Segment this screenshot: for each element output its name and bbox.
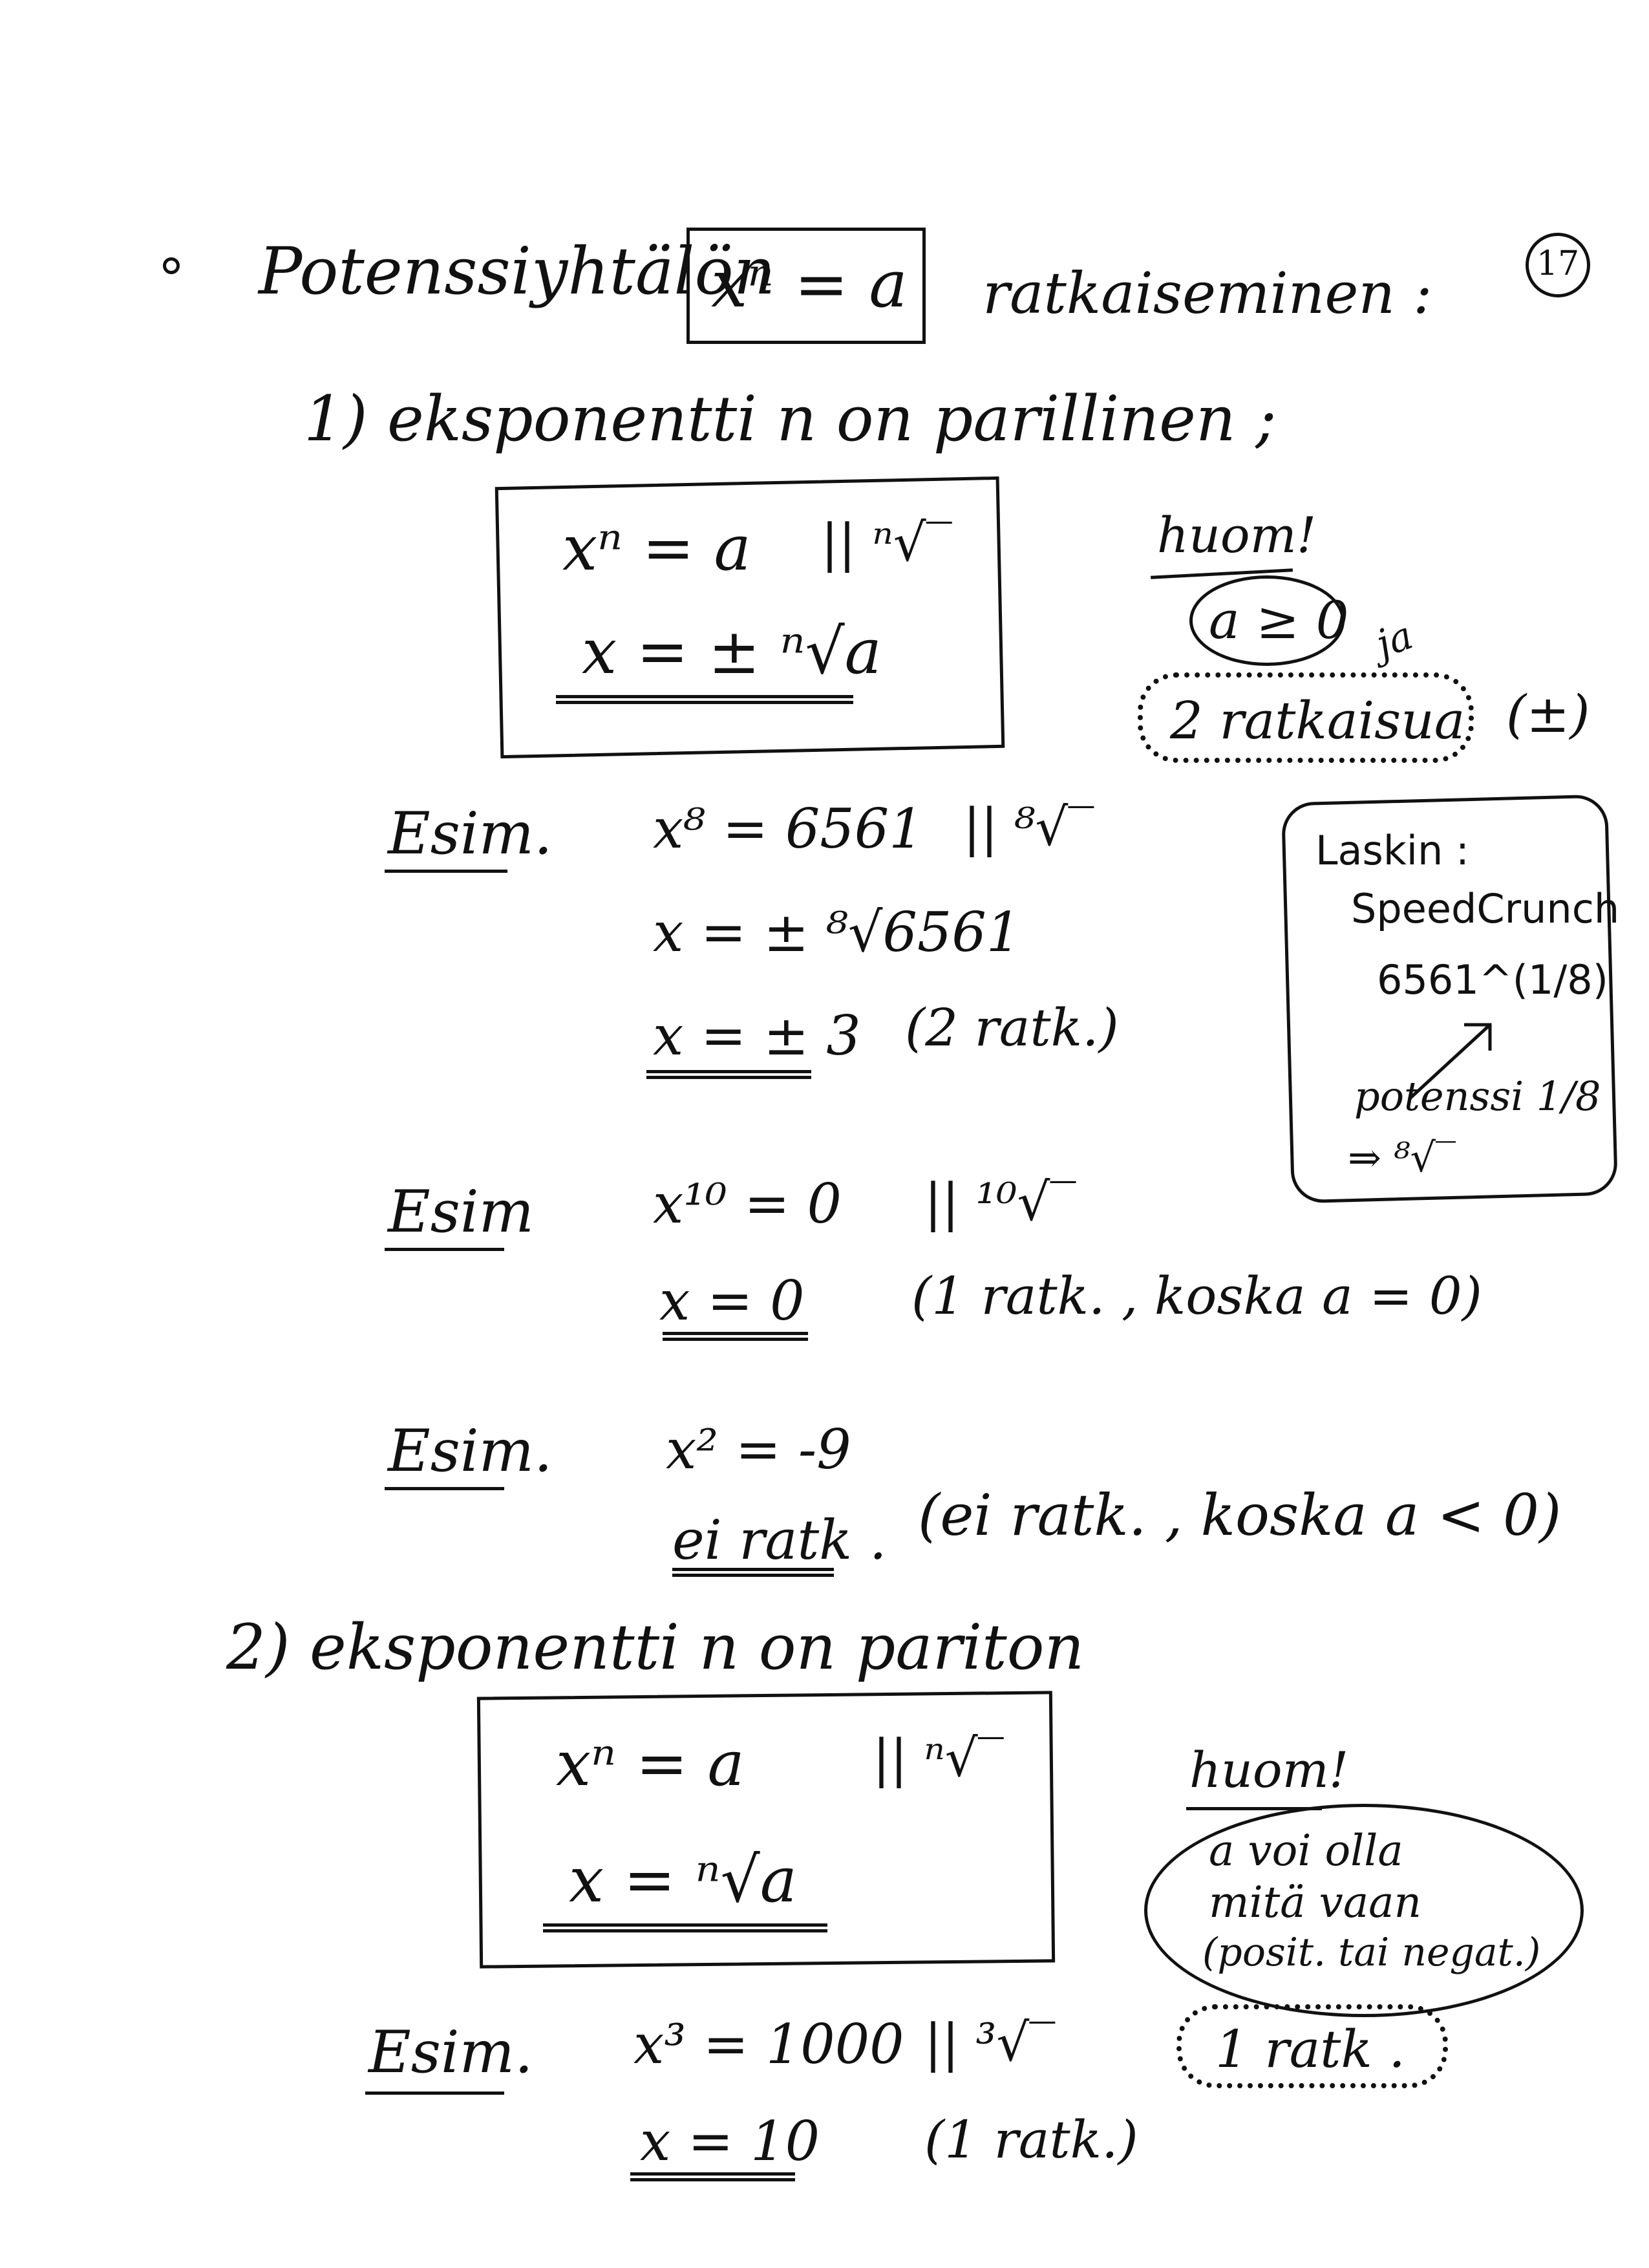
case1-heading: 1) eksponentti n on parillinen ; [304, 383, 1277, 455]
example4-line1: x³ = 1000 [633, 2013, 904, 2076]
case1-ja: ja [1370, 612, 1419, 668]
example4-label-underline [365, 2091, 504, 2095]
case1-box-line2: x = ± ⁿ√a [582, 615, 882, 688]
example4-line1-op: || ³√‾ [924, 2013, 1056, 2073]
page-number: 17 [1537, 244, 1580, 283]
calculator-app: SpeedCrunch [1351, 885, 1620, 932]
example2-double-underline [663, 1332, 808, 1341]
example1-line2: x = ± ⁸√6561 [653, 901, 1021, 964]
example2-line1: x¹⁰ = 0 [653, 1172, 842, 1236]
case2-note-line1: a voi olla [1209, 1826, 1403, 1876]
case2-note-line2: mitä vaan [1209, 1878, 1422, 1927]
case2-box-op: || ⁿ√‾ [873, 1728, 1004, 1788]
example3-label: Esim. [388, 1417, 553, 1485]
example3-line2-note: (ei ratk. , koska a < 0) [918, 1482, 1562, 1548]
case1-box-op: || ⁿ√‾ [821, 513, 952, 573]
case1-solutions: 2 ratkaisua [1170, 690, 1465, 751]
case1-condition: a ≥ 0 [1209, 590, 1349, 650]
case2-note-line3: (posit. tai negat.) [1202, 1930, 1541, 1975]
header-title-right: ratkaiseminen : [983, 260, 1432, 326]
example1-line1: x⁸ = 6561 [653, 797, 924, 861]
case2-double-underline [543, 1923, 827, 1932]
calculator-root: ⇒ ⁸√‾ [1348, 1134, 1456, 1181]
case1-pm: (±) [1506, 684, 1590, 744]
example1-line1-op: || ⁸√‾ [963, 797, 1094, 857]
case2-note-title: huom! [1189, 1741, 1349, 1799]
example2-line2-note: (1 ratk. , koska a = 0) [911, 1266, 1482, 1326]
example1-label: Esim. [388, 800, 553, 868]
example3-line2: ei ratk . [672, 1508, 887, 1572]
example2-label-underline [385, 1248, 504, 1251]
example3-label-underline [385, 1487, 504, 1490]
header-boxed-equation: xⁿ = a [711, 246, 908, 322]
example4-line2: x = 10 [640, 2110, 820, 2173]
example1-line3-note: (2 ratk.) [905, 998, 1119, 1058]
example2-label: Esim [388, 1178, 535, 1246]
calculator-title: Laskin : [1315, 827, 1469, 874]
example4-double-underline [630, 2172, 795, 2181]
case2-solutions: 1 ratk . [1215, 2019, 1405, 2079]
example2-line1-op: || ¹⁰√‾ [924, 1172, 1076, 1232]
example4-label: Esim. [368, 2018, 533, 2086]
example3-line1: x² = -9 [666, 1418, 851, 1481]
calculator-note: potenssi 1/8 [1354, 1073, 1601, 1120]
case2-box-line1: xⁿ = a [556, 1728, 745, 1800]
case2-box-line2: x = ⁿ√a [569, 1844, 797, 1916]
example2-line2: x = 0 [659, 1269, 805, 1332]
case1-note-title: huom! [1157, 506, 1317, 564]
example1-line3: x = ± 3 [653, 1004, 861, 1067]
case1-box-line1: xⁿ = a [562, 512, 751, 584]
header-title-left: Potenssiyhtälön [259, 233, 776, 309]
example4-line2-note: (1 ratk.) [924, 2110, 1138, 2170]
case2-heading: 2) eksponentti n on pariton [226, 1611, 1085, 1684]
example3-double-underline [672, 1568, 834, 1577]
calculator-expr: 6561^(1/8) [1377, 956, 1608, 1003]
